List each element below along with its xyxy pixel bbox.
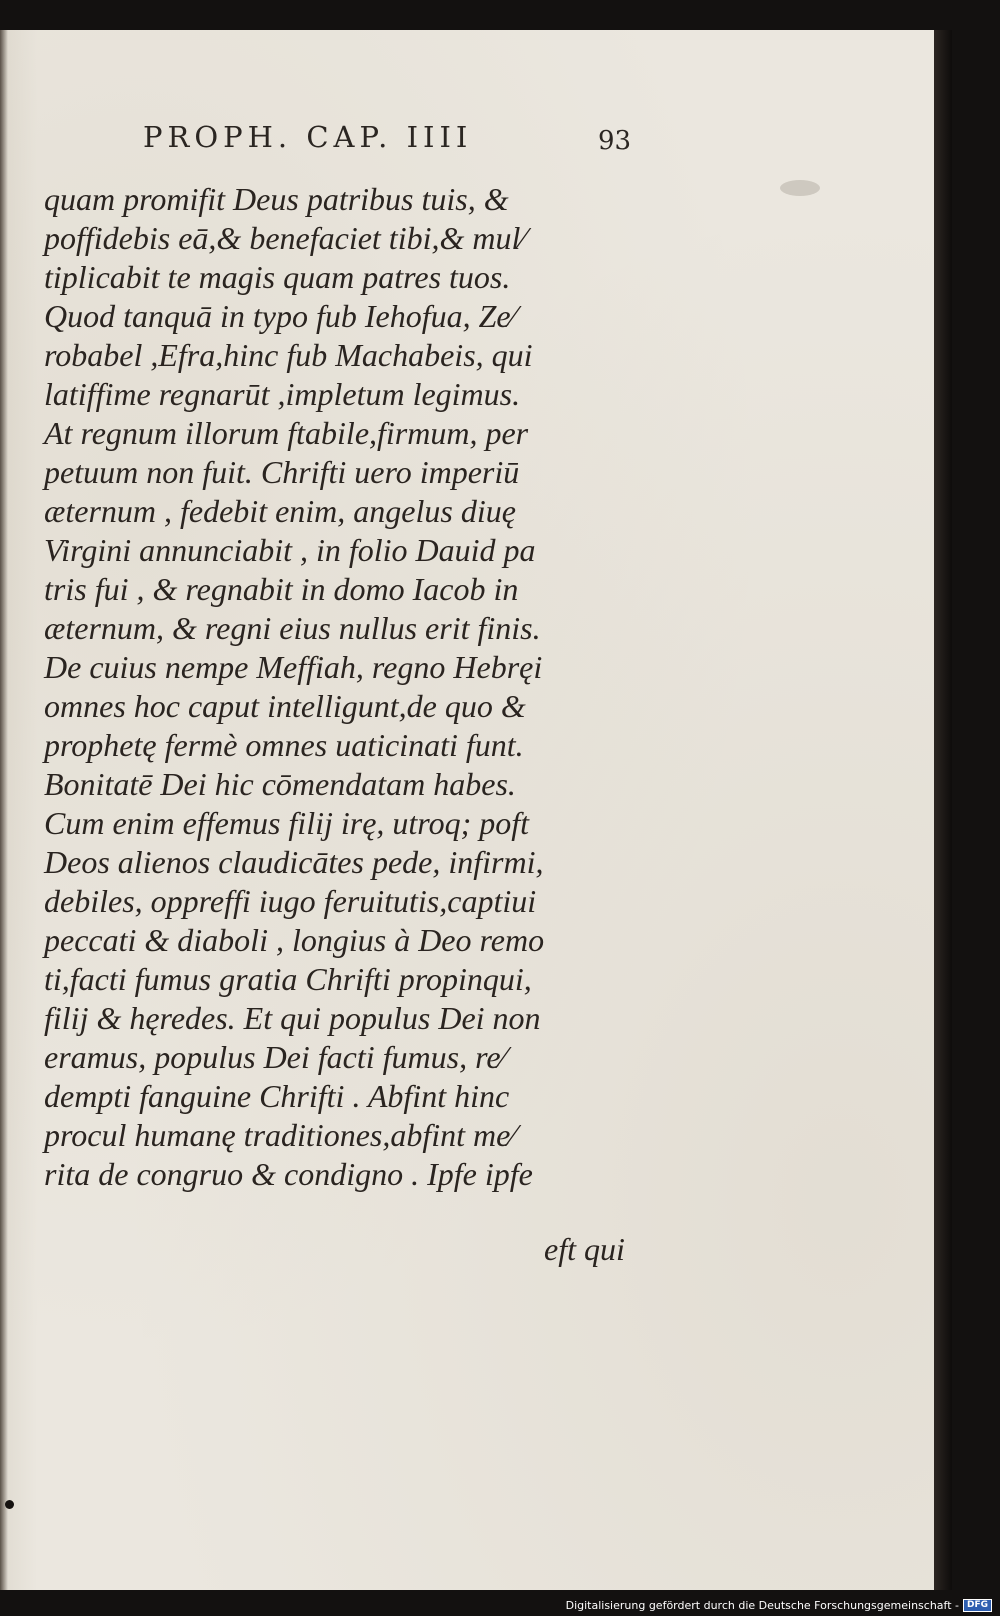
text-line: Bonitatē Dei hic cōmendatam habes. [44,766,516,802]
text-line: eramus, populus Dei facti fumus, re⁄ [44,1039,506,1075]
text-line: De cuius nempe Meffiah, regno Hebręi [44,649,543,685]
paper-stain [780,180,820,196]
text-line: poffidebis eā,& benefaciet tibi,& mul⁄ [44,220,526,256]
text-line: Cum enim effemus filij irę, utroq; poft [44,805,529,841]
text-line: Deos alienos claudicātes pede, infirmi, [44,844,544,880]
text-line: robabel ,Efra,hinc fub Machabeis, qui [44,337,533,373]
text-line: tiplicabit te magis quam patres tuos. [44,259,511,295]
catchword: eft qui [544,1231,625,1267]
folio-number: 93 [598,126,632,156]
text-line: ti,facti fumus gratia Chrifti propinqui, [44,961,532,997]
text-line: peccati & diaboli , longius à Deo remo [44,922,545,958]
text-line: At regnum illorum ftabile,firmum, per [44,415,529,451]
scan-artifact-dot [5,1500,14,1509]
text-line: Quod tanquā in typo fub Iehofua, Ze⁄ [44,298,516,334]
dfg-logo: DFG [963,1599,992,1612]
text-line: dempti fanguine Chrifti . Abfint hinc [44,1078,510,1114]
text-line: omnes hoc caput intelligunt,de quo & [44,688,526,724]
text-line: latiffime regnarūt ,impletum legimus. [44,376,521,412]
page-gutter-shadow [0,30,8,1590]
text-line: debiles, oppreffi iugo feruitutis,captiui [44,883,537,919]
text-line: rita de congruo & condigno . Ipfe ipfe [44,1156,533,1192]
digitization-credit [566,1599,992,1613]
text-line: æternum, & regni eius nullus erit finis. [44,610,541,646]
text-line: æternum , fedebit enim, angelus diuę [44,493,516,529]
page-right-edge [934,30,952,1590]
text-line: Virgini annunciabit , in folio Dauid pa [44,532,536,568]
digitization-credit-text: Digitalisierung gefördert durch die Deutsche Forschungsgemeinschaft - [565,1598,959,1612]
text-line: prophetę fermè omnes uaticinati funt. [44,727,524,763]
text-line: procul humanę traditiones,abfint me⁄ [44,1117,516,1153]
text-line: filij & hęredes. Et qui populus Dei non [44,1000,541,1036]
page-body-text [44,180,664,1194]
running-head: PROPH. CAP. IIII [143,120,473,154]
text-line: tris fui , & regnabit in domo Iacob in [44,571,519,607]
text-line: petuum non fuit. Chrifti uero imperiū [44,454,520,490]
text-line: quam promifit Deus patribus tuis, & [44,181,509,217]
